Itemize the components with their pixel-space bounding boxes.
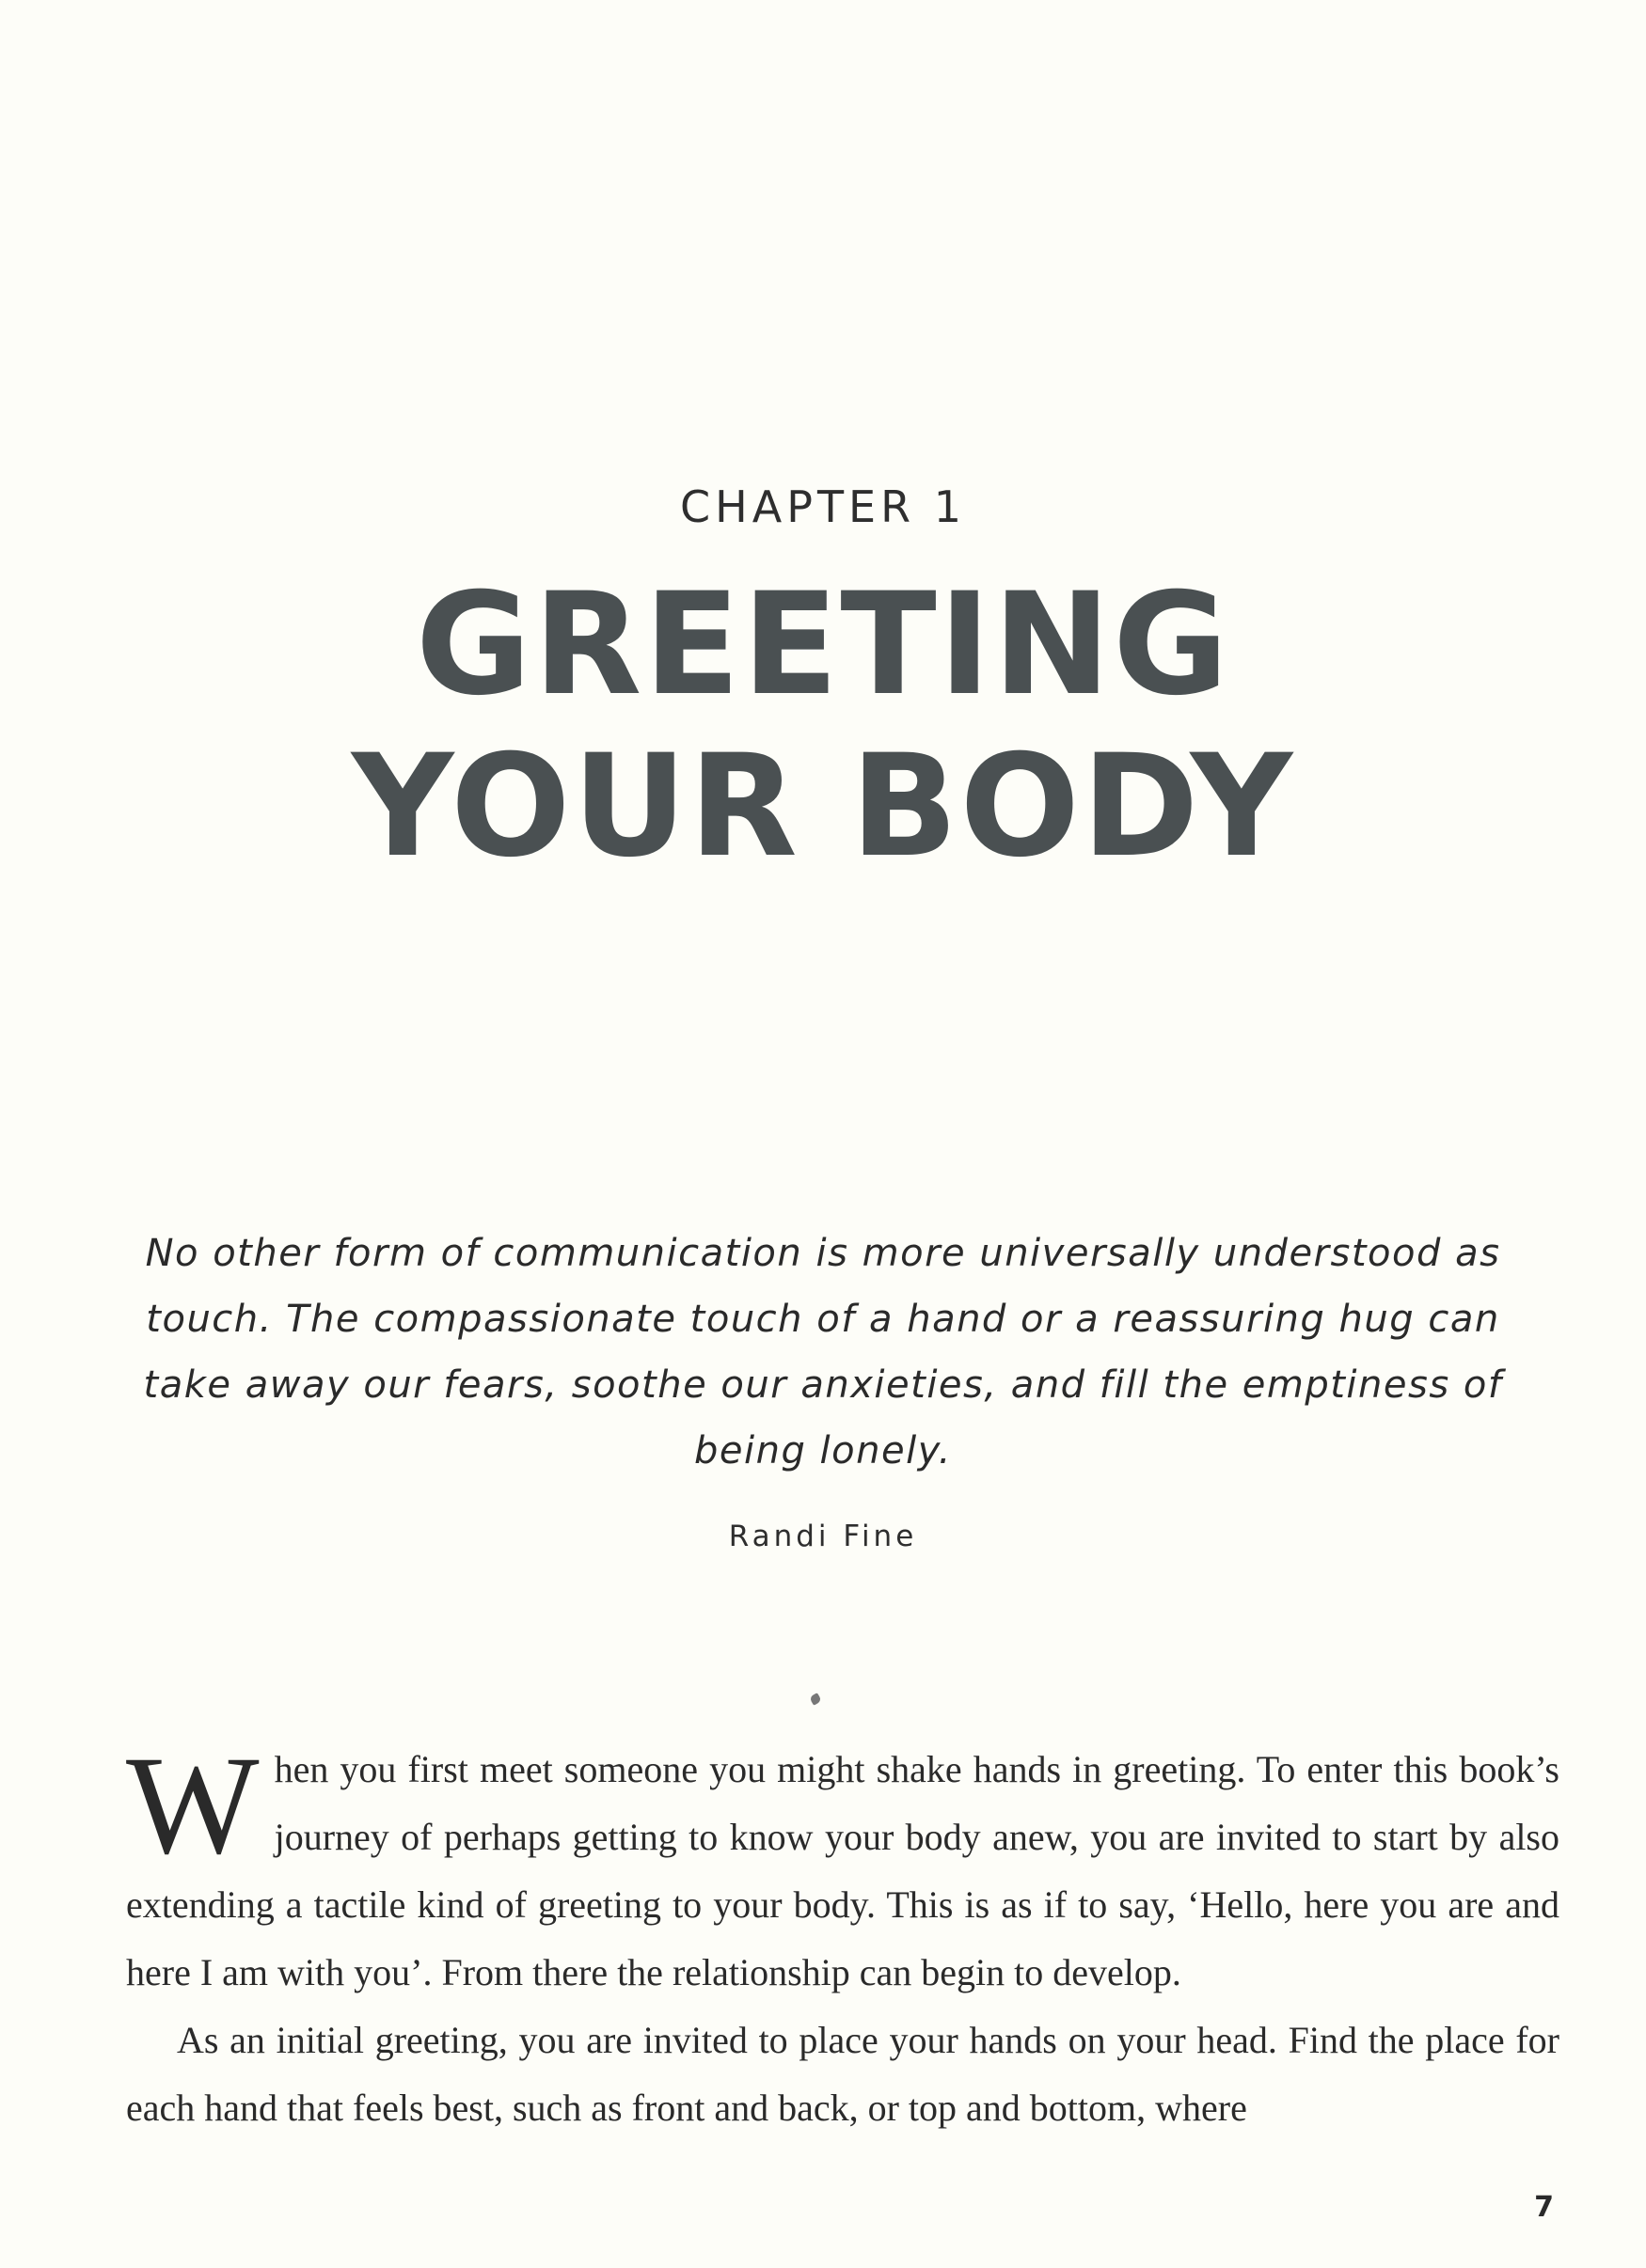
paragraph-1-text: hen you first meet someone you might shake hands in greeting. To enter this book’s journey of perhaps getting to know your body anew, you are invited to start by also extending a tactile kind of greeting to your body. This is as if to say, ‘Hello, here you are and here I am with you’. From there the relationship can begin to develop.: [126, 1748, 1559, 1993]
ornament-mark: [809, 1693, 822, 1706]
paragraph-2: As an initial greeting, you are invited to place your hands on your head. Find the place for each hand that feels best, such as front and back, or top and bottom, where: [126, 2019, 1559, 2129]
chapter-title: [0, 564, 1646, 888]
epigraph-quote: No other form of communication is more universally understood as touch. The compassionate touch of a hand or a reassuring hug can take away our fears, soothe our anxieties, and fill the emptiness of being lonely.: [143, 1232, 1503, 1473]
chapter-label: CHAPTER 1: [680, 481, 966, 532]
epigraph-author: Randi Fine: [728, 1520, 918, 1553]
page-number: 7: [1534, 2191, 1554, 2224]
chapter-title-line-1: GREETING: [415, 563, 1231, 727]
body-text: [126, 1727, 1559, 2142]
drop-cap: W: [126, 1727, 260, 1883]
chapter-title-line-2: YOUR BODY: [351, 725, 1295, 889]
paragraph-1: [126, 1727, 1559, 2007]
